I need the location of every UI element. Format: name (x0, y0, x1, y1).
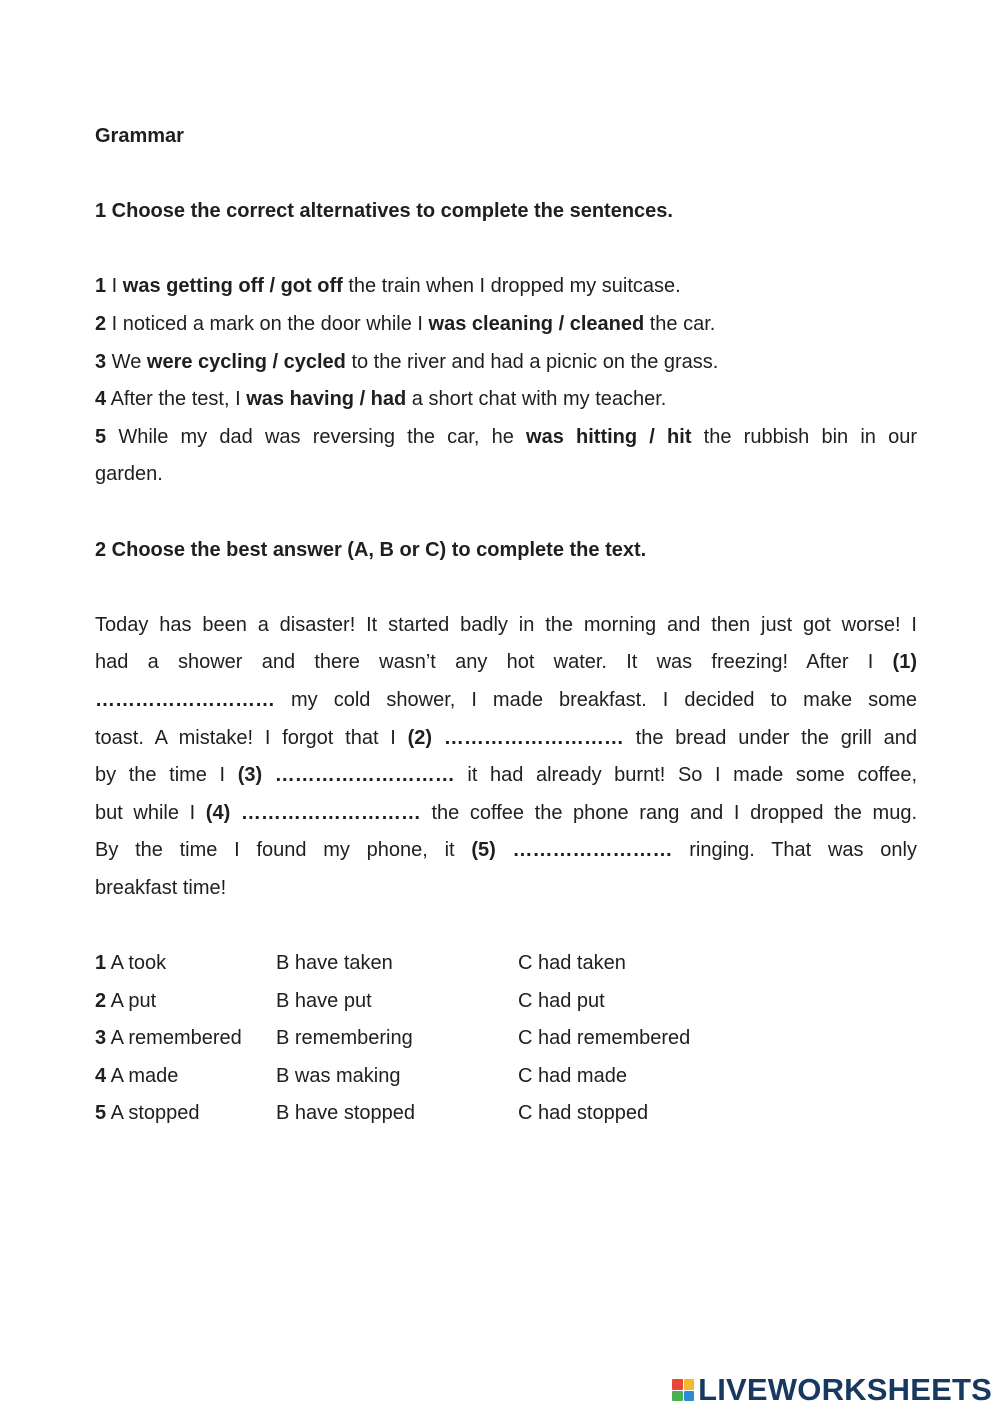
text-segment: it had already burnt! So I made some coffee, (454, 764, 917, 787)
option-b[interactable]: B remembering (276, 1027, 413, 1050)
item-choice[interactable]: was cleaning / cleaned (428, 312, 645, 335)
blank-gap[interactable]: (1) (892, 651, 917, 674)
text-line (95, 870, 917, 908)
item-number: 2 (95, 312, 107, 335)
option-c[interactable]: C had put (518, 989, 605, 1012)
text-segment: Today has been a disaster! It started badly in the morning and then just got worse! I (95, 613, 917, 636)
item-choice[interactable]: was getting off / got off (122, 275, 343, 298)
text-line (95, 607, 917, 645)
option-c[interactable]: C had taken (518, 952, 626, 975)
option-c[interactable]: C had remembered (518, 1027, 691, 1050)
text-line (95, 720, 917, 758)
item-line (95, 456, 917, 494)
option-a-text: A remembered (110, 1027, 242, 1050)
blank-gap[interactable]: ……………………… (95, 688, 275, 711)
option-b[interactable]: B was making (276, 1064, 401, 1087)
text-segment: had a shower and there wasn’t any hot water. It was freezing! After I (95, 651, 893, 674)
option-b[interactable]: B have stopped (276, 1102, 415, 1125)
item-text: a short chat with my teacher. (406, 388, 667, 411)
exercise1-item (95, 306, 917, 344)
option-number: 3 (95, 1027, 107, 1050)
option-b[interactable]: B have taken (276, 952, 393, 975)
option-a-text: A put (110, 989, 157, 1012)
option-row (95, 1058, 917, 1096)
spacer (95, 569, 917, 607)
exercise2-text (95, 607, 917, 908)
option-a[interactable] (95, 1058, 178, 1096)
item-number: 1 (95, 275, 107, 298)
item-text: While my dad was reversing the car, he (106, 425, 527, 448)
text-segment: my cold shower, I made breakfast. I decided to make some (275, 688, 917, 711)
exercise2-heading: 2 Choose the best answer (A, B or C) to complete the text. (95, 538, 647, 561)
option-c[interactable]: C had made (518, 1064, 627, 1087)
text-segment: the coffee the phone rang and I dropped the mug. (420, 801, 917, 824)
option-row (95, 1095, 917, 1133)
option-row (95, 945, 917, 983)
item-choice[interactable]: was having / had (246, 388, 407, 411)
option-number: 1 (95, 952, 107, 975)
logo-square (684, 1391, 695, 1402)
exercise1-item (95, 381, 917, 419)
text-line (95, 832, 917, 870)
option-row (95, 1020, 917, 1058)
item-text: the car. (644, 312, 716, 335)
option-a-text: A took (110, 952, 167, 975)
option-a[interactable] (95, 945, 166, 983)
item-choice[interactable]: was hitting / hit (526, 425, 692, 448)
logo-icon (672, 1379, 694, 1401)
option-a[interactable] (95, 983, 156, 1021)
item-number: 4 (95, 388, 107, 411)
option-number: 4 (95, 1064, 107, 1087)
page-title: Grammar (95, 125, 184, 147)
text-segment: the bread under the grill and (623, 726, 917, 749)
blank-gap[interactable]: (4) ……………………… (205, 801, 421, 824)
text-segment: By the time I found my phone, it (95, 839, 472, 862)
text-segment: by the time I (95, 764, 238, 787)
blank-gap[interactable]: (3) ……………………… (237, 764, 455, 787)
exercise1-item (95, 419, 917, 494)
text-line (95, 644, 917, 682)
item-text: I (106, 275, 123, 298)
exercise1-item (95, 344, 917, 382)
exercise1-heading: 1 Choose the correct alternatives to complete the sentences. (95, 200, 673, 223)
text-segment: breakfast time! (95, 876, 227, 899)
option-c[interactable]: C had stopped (518, 1102, 649, 1125)
spacer (95, 231, 917, 269)
logo-square (672, 1379, 683, 1390)
text-line (95, 682, 917, 720)
option-b[interactable]: B have put (276, 989, 372, 1012)
text-line (95, 795, 917, 833)
item-line (95, 419, 917, 457)
logo-square (672, 1391, 683, 1402)
spacer (95, 907, 917, 945)
item-text: garden. (95, 463, 163, 486)
item-choice[interactable]: were cycling / cycled (146, 350, 346, 373)
item-number: 3 (95, 350, 107, 373)
exercise2-options (95, 945, 917, 1133)
text-segment: but while I (95, 801, 206, 824)
item-number: 5 (95, 425, 107, 448)
worksheet (95, 118, 917, 1133)
option-number: 2 (95, 989, 107, 1012)
spacer (95, 494, 917, 532)
text-segment: ringing. That was only (672, 839, 917, 862)
text-line (95, 757, 917, 795)
option-a-text: A stopped (110, 1102, 200, 1125)
logo-square (684, 1379, 695, 1390)
item-text: the train when I dropped my suitcase. (342, 275, 681, 298)
blank-gap[interactable]: (2) ……………………… (407, 726, 624, 749)
option-a-text: A made (110, 1064, 179, 1087)
option-a[interactable] (95, 1020, 242, 1058)
item-text: After the test, I (106, 388, 247, 411)
item-text: to the river and had a picnic on the grass. (345, 350, 719, 373)
liveworksheets-logo (672, 1372, 992, 1408)
item-text: We (106, 350, 147, 373)
spacer (95, 156, 917, 194)
blank-gap[interactable]: (5) …………………… (471, 839, 673, 862)
option-a[interactable] (95, 1095, 200, 1133)
option-number: 5 (95, 1102, 107, 1125)
item-text: I noticed a mark on the door while I (106, 312, 429, 335)
option-row (95, 983, 917, 1021)
exercise1-item (95, 268, 917, 306)
text-segment: toast. A mistake! I forgot that I (95, 726, 408, 749)
item-text: the rubbish bin in our (691, 425, 917, 448)
logo-text: LIVEWORKSHEETS (698, 1372, 992, 1407)
